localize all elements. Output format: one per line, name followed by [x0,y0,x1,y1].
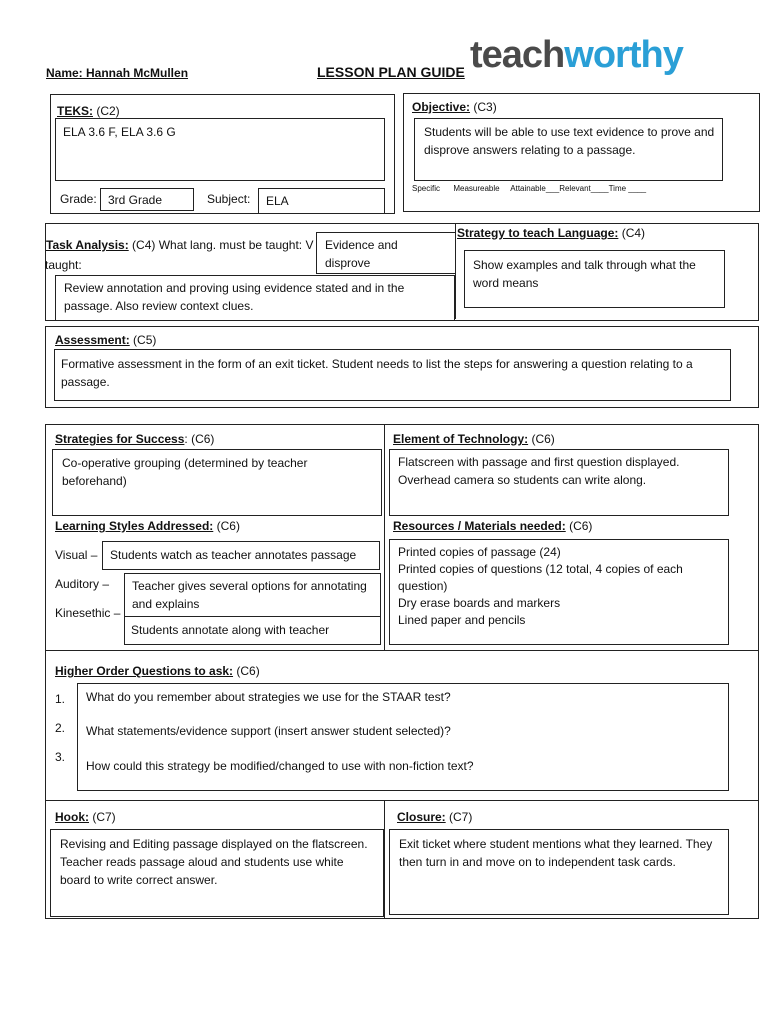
teacher-name: Name: Hannah McMullen [46,66,189,80]
question-number: 2. [55,721,66,735]
divider [384,800,385,918]
question-item: How could this strategy be modified/changed to use with non-fiction text? [86,759,474,773]
hook-label: Hook: (C7) [55,810,116,824]
resource-item: Printed copies of passage (24) [398,545,561,559]
assessment-value: Formative assessment in the form of an exit ticket. Student needs to list the steps for answering a question relating to a passage. [61,357,693,389]
teks-value: ELA 3.6 F, ELA 3.6 G [63,125,176,139]
resource-item: Lined paper and pencils [398,613,526,627]
visual-value: Students watch as teacher annotates passage [110,548,357,562]
learning-styles-label: Learning Styles Addressed: (C6) [55,519,240,533]
assessment-label: Assessment: (C5) [55,333,157,347]
objective-label: Objective: (C3) [412,100,497,114]
grade-value: 3rd Grade [108,193,163,207]
auditory-label: Auditory – [55,577,110,591]
question-item: What statements/evidence support (insert answer student selected)? [86,724,451,738]
technology-value: Flatscreen with passage and first question displayed. Overhead camera so students can write along. [398,455,680,487]
resource-item: Dry erase boards and markers [398,596,561,610]
technology-label: Element of Technology: (C6) [393,432,555,446]
teachworthy-logo [470,34,683,77]
question-item: What do you remember about strategies we use for the STAAR test? [86,690,451,704]
divider [45,650,759,651]
logo-part1: teach [470,34,565,76]
question-number: 1. [55,692,66,706]
objective-value: Students will be able to use text evidence to prove and disprove answers relating to a passage. [424,125,715,157]
resources-list [398,544,718,629]
language-value: Evidence and disprove [325,238,398,270]
smart-criteria: Specific Measureable Attainable___Relevant____Time ____ [412,184,647,193]
resources-label: Resources / Materials needed: (C6) [393,519,593,533]
subject-label: Subject: [207,192,251,206]
subject-value: ELA [266,194,289,208]
question-number: 3. [55,750,66,764]
strategy-language-label: Strategy to teach Language: (C4) [457,226,646,240]
kinesthetic-label: Kinesethic – [55,606,121,620]
closure-value: Exit ticket where student mentions what they learned. They then turn in and move on to independent task cards. [399,837,713,869]
strategies-success-value: Co-operative grouping (determined by teacher beforehand) [62,456,308,488]
divider [384,424,385,650]
grade-label: Grade: [60,192,97,206]
kinesthetic-value: Students annotate along with teacher [131,623,330,637]
hook-value: Revising and Editing passage displayed on the flatscreen. Teacher reads passage aloud and students use white board to write correct answer. [60,837,368,887]
closure-label: Closure: (C7) [397,810,473,824]
visual-label: Visual – [55,548,98,562]
page-title: LESSON PLAN GUIDE [317,64,465,80]
resource-item: Printed copies of questions (12 total, 4 copies of each question) [398,562,683,593]
logo-part2: worthy [564,34,683,76]
questions-label: Higher Order Questions to ask: (C6) [55,664,260,678]
strategies-success-label: Strategies for Success: (C6) [55,432,215,446]
task-analysis-value: Review annotation and proving using evidence stated and in the passage. Also review context clues. [64,281,405,313]
divider [45,800,759,801]
taught-label: taught: [45,258,82,272]
teks-label: TEKS: (C2) [57,104,120,118]
strategy-language-value: Show examples and talk through what the word means [473,258,696,290]
task-analysis-label: Task Analysis: (C4) What lang. must be taught: V [46,238,314,252]
auditory-value: Teacher gives several options for annotating and explains [132,579,367,611]
